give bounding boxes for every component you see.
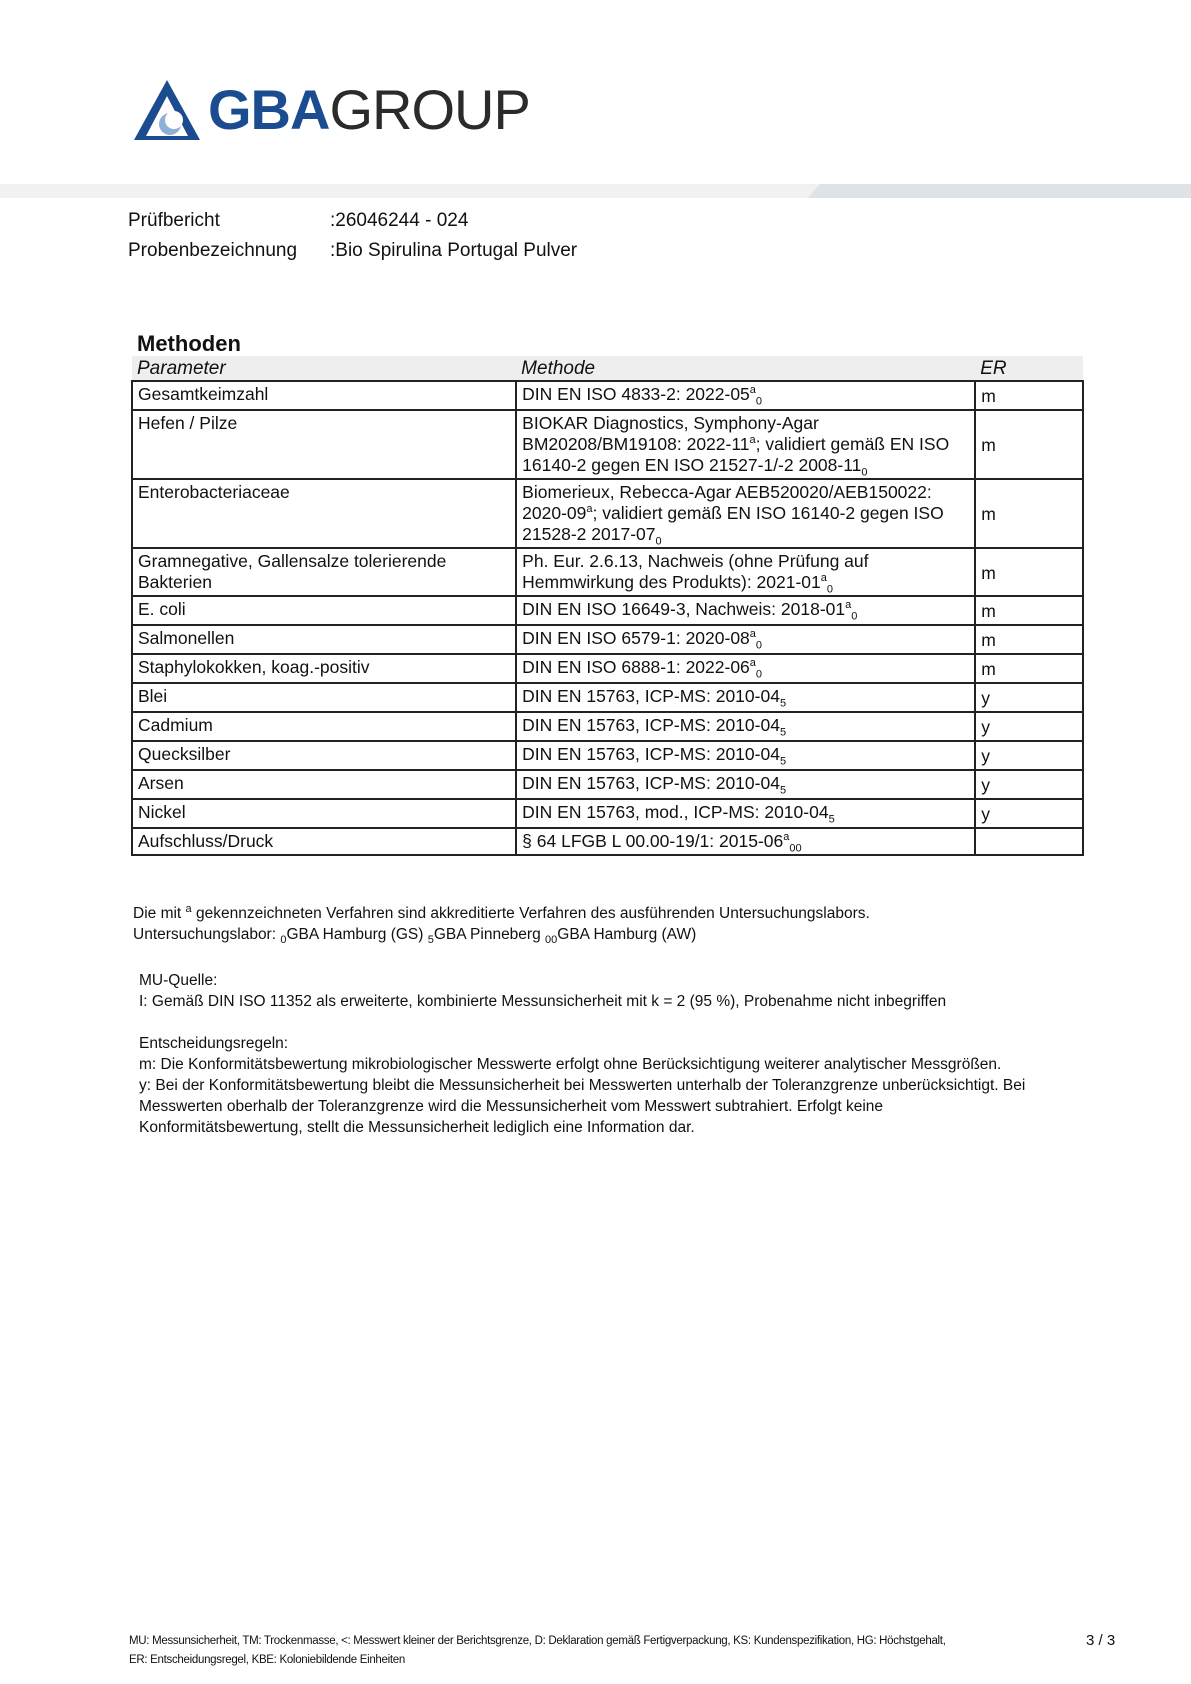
header-method: Methode xyxy=(516,356,975,381)
method-text: ; validiert gemäß EN ISO xyxy=(755,434,950,454)
labs-label: Untersuchungslabor: xyxy=(133,926,281,943)
lab-index: 0 xyxy=(755,639,763,652)
param-cell: Blei xyxy=(132,683,516,712)
method-cell xyxy=(516,479,975,548)
method-line: Biomerieux, Rebecca-Agar AEB520020/AEB150022: xyxy=(522,482,932,502)
param-text: Hefen / Pilze xyxy=(138,413,238,433)
lab-index: 00 xyxy=(789,842,802,855)
lab-index: 5 xyxy=(779,784,787,797)
er-cell: y xyxy=(975,770,1083,799)
param-cell: Arsen xyxy=(132,770,516,799)
footer-line: MU: Messunsicherheit, TM: Trockenmasse, <: Messwert kleiner der Berichtsgrenze, D: Deklaration gemäß Fertigverpackung, KS: Kundenspezifikation, HG: Höchstgehalt, xyxy=(129,1635,946,1647)
lab-name: GBA Pinneberg xyxy=(433,926,546,943)
method-line: BIOKAR Diagnostics, Symphony-Agar xyxy=(522,413,819,433)
method-text: DIN EN 15763, ICP-MS: 2010-04 xyxy=(522,773,780,793)
method-cell xyxy=(516,410,975,479)
accredited-mark: a xyxy=(749,384,756,397)
labs-note xyxy=(133,924,696,945)
rule-y-line: y: Bei der Konformitätsbewertung bleibt die Messunsicherheit bei Messwerten unterhalb der Toleranzgrenze unberücksichtigt. Bei xyxy=(139,1077,1026,1094)
method-cell xyxy=(516,625,975,654)
gba-logo-icon xyxy=(132,78,202,142)
lab-index: 5 xyxy=(779,726,787,739)
lab-index: 5 xyxy=(779,697,787,710)
table-row xyxy=(132,654,1083,683)
lab-name: GBA Hamburg (GS) xyxy=(286,926,428,943)
method-text: DIN EN ISO 4833-2: 2022-05 xyxy=(522,384,750,404)
er-cell: y xyxy=(975,741,1083,770)
accredited-mark: a xyxy=(749,434,756,447)
param-cell: Quecksilber xyxy=(132,741,516,770)
param-cell: E. coli xyxy=(132,596,516,625)
accredited-mark: a xyxy=(783,831,790,844)
table-row xyxy=(132,596,1083,625)
method-cell xyxy=(516,596,975,625)
er-cell: m xyxy=(975,548,1083,596)
accredited-note xyxy=(133,903,870,924)
header-er: ER xyxy=(975,356,1083,381)
logo-text-bold: GBA xyxy=(208,78,330,141)
er-cell: m xyxy=(975,654,1083,683)
param-cell xyxy=(132,381,516,410)
page-number: 3 / 3 xyxy=(1086,1632,1116,1649)
report-number-label: Prüfbericht xyxy=(128,210,220,231)
lab-index: 0 xyxy=(861,466,868,479)
mu-text: I: Gemäß DIN ISO 11352 als erweiterte, kombinierte Messunsicherheit mit k = 2 (95 %), Probenahme nicht inbegriffen xyxy=(139,993,947,1010)
table-row xyxy=(132,712,1083,741)
accredited-mark: a xyxy=(749,628,756,641)
method-cell xyxy=(516,548,975,596)
er-cell: m xyxy=(975,625,1083,654)
method-text: 21528-2 2017-07 xyxy=(522,524,656,544)
method-text: 16140-2 gegen EN ISO 21527-1/-2 2008-11 xyxy=(522,455,862,475)
lab-index: 5 xyxy=(828,813,835,826)
method-text: DIN EN 15763, ICP-MS: 2010-04 xyxy=(522,686,780,706)
param-text: Gramnegative, Gallensalze tolerierende xyxy=(138,551,447,571)
method-text: DIN EN ISO 6579-1: 2020-08 xyxy=(522,628,750,648)
method-cell xyxy=(516,799,975,828)
method-line xyxy=(522,434,969,455)
rules-title: Entscheidungsregeln: xyxy=(139,1035,289,1052)
method-text: DIN EN ISO 16649-3, Nachweis: 2018-01 xyxy=(522,599,846,619)
table-row xyxy=(132,381,1083,410)
table-row xyxy=(132,799,1083,828)
er-cell: m xyxy=(975,381,1083,410)
method-cell xyxy=(516,683,975,712)
methods-table xyxy=(131,356,1084,856)
param-cell xyxy=(132,479,516,548)
param-text: Enterobacteriaceae xyxy=(138,482,290,502)
header-band xyxy=(0,184,1191,198)
er-cell: y xyxy=(975,683,1083,712)
method-text: BM20208/BM19108: 2022-11 xyxy=(522,434,750,454)
sample-name-value: :Bio Spirulina Portugal Pulver xyxy=(330,240,578,261)
method-line xyxy=(522,524,969,548)
method-text: DIN EN 15763, mod., ICP-MS: 2010-04 xyxy=(522,802,829,822)
param-cell xyxy=(132,548,516,596)
lab-index: 0 xyxy=(755,668,763,681)
rule-y-line: Messwerten oberhalb der Toleranzgrenze wird die Messunsicherheit vom Messwert subtrahiert. Erfolgt keine xyxy=(139,1098,884,1115)
report-number-value: :26046244 - 024 xyxy=(330,210,469,231)
method-cell xyxy=(516,381,975,410)
lab-name: GBA Hamburg (AW) xyxy=(557,926,697,943)
er-cell: m xyxy=(975,596,1083,625)
method-cell xyxy=(516,770,975,799)
note-text: gekennzeichneten Verfahren sind akkreditierte Verfahren des ausführenden Untersuchungslabors. xyxy=(191,905,870,922)
footer-legend xyxy=(129,1632,946,1670)
param-cell: Salmonellen xyxy=(132,625,516,654)
method-line xyxy=(522,503,969,524)
table-row xyxy=(132,770,1083,799)
company-logo xyxy=(132,72,530,148)
accredited-mark: a xyxy=(586,503,593,516)
method-line xyxy=(522,455,969,479)
method-cell xyxy=(516,654,975,683)
param-cell: Nickel xyxy=(132,799,516,828)
param-cell: Aufschluss/Druck xyxy=(132,828,516,855)
rule-y-line: Konformitätsbewertung, stellt die Messunsicherheit lediglich eine Information dar. xyxy=(139,1119,695,1136)
table-row xyxy=(132,625,1083,654)
footer-line: ER: Entscheidungsregel, KBE: Koloniebildende Einheiten xyxy=(129,1654,405,1666)
table-row xyxy=(132,828,1083,855)
logo-wordmark xyxy=(208,78,530,141)
accredited-mark: a xyxy=(820,572,827,585)
method-cell xyxy=(516,712,975,741)
table-header-row xyxy=(132,356,1083,381)
er-cell: m xyxy=(975,410,1083,479)
table-row xyxy=(132,479,1083,548)
table-row xyxy=(132,683,1083,712)
mu-title: MU-Quelle: xyxy=(139,972,218,989)
lab-index: 0 xyxy=(280,934,287,947)
accredited-mark: a xyxy=(185,902,192,915)
method-text: ; validiert gemäß EN ISO 16140-2 gegen ISO xyxy=(592,503,944,523)
method-cell xyxy=(516,828,975,855)
logo-text-light: GROUP xyxy=(329,78,530,141)
param-cell: Staphylokokken, koag.-positiv xyxy=(132,654,516,683)
method-line: Ph. Eur. 2.6.13, Nachweis (ohne Prüfung auf xyxy=(522,551,869,571)
er-cell: y xyxy=(975,712,1083,741)
header-parameter: Parameter xyxy=(132,356,516,381)
lab-index: 0 xyxy=(851,610,858,623)
param-text: Gesamtkeimzahl xyxy=(138,384,269,404)
lab-index: 5 xyxy=(779,755,787,768)
table-row xyxy=(132,741,1083,770)
lab-index: 00 xyxy=(545,934,558,947)
accredited-mark: a xyxy=(749,657,756,670)
er-cell: m xyxy=(975,479,1083,548)
table-row xyxy=(132,410,1083,479)
method-text: Hemmwirkung des Produkts): 2021-01 xyxy=(522,572,821,592)
er-cell xyxy=(975,828,1083,855)
method-text: DIN EN ISO 6888-1: 2022-06 xyxy=(522,657,750,677)
param-text: Bakterien xyxy=(138,572,212,592)
sample-name-label: Probenbezeichnung xyxy=(128,240,298,261)
param-cell: Cadmium xyxy=(132,712,516,741)
method-line xyxy=(522,572,969,596)
param-cell xyxy=(132,410,516,479)
method-cell xyxy=(516,741,975,770)
method-text: 2020-09 xyxy=(522,503,587,523)
lab-index: 0 xyxy=(826,583,834,596)
accredited-mark: a xyxy=(845,599,852,612)
lab-index: 0 xyxy=(655,535,662,548)
rule-m: m: Die Konformitätsbewertung mikrobiologischer Messwerte erfolgt ohne Berücksichtigung weiterer analytischer Messgrößen. xyxy=(139,1056,1002,1073)
method-text: DIN EN 15763, ICP-MS: 2010-04 xyxy=(522,715,780,735)
method-text: § 64 LFGB L 00.00-19/1: 2015-06 xyxy=(522,831,784,851)
method-text: DIN EN 15763, ICP-MS: 2010-04 xyxy=(522,744,780,764)
table-row xyxy=(132,548,1083,596)
note-text: Die mit xyxy=(133,905,186,922)
er-cell: y xyxy=(975,799,1083,828)
lab-index: 5 xyxy=(427,934,434,947)
methods-title: Methoden xyxy=(137,331,241,356)
lab-index: 0 xyxy=(755,395,763,408)
